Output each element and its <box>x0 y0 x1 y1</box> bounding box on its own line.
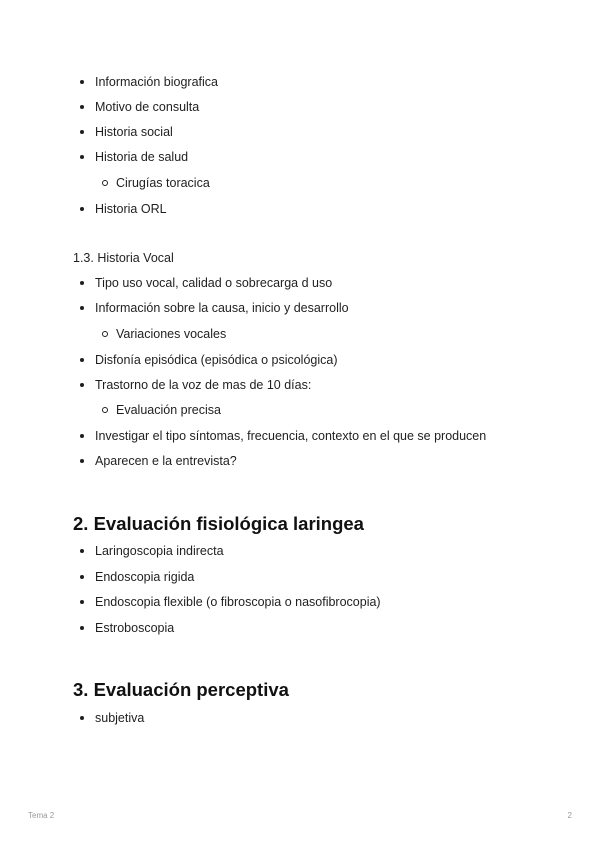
subsection-heading: 1.3. Historia Vocal <box>73 251 174 265</box>
bullet-icon <box>80 358 84 362</box>
list-item-text: Información biografica <box>95 75 218 89</box>
list-item-text: Endoscopia rigida <box>95 570 195 584</box>
bullet-icon <box>80 459 84 463</box>
bullet-icon <box>80 716 84 720</box>
list-item-text: Historia social <box>95 125 173 139</box>
list-item-text: Cirugías toracica <box>116 176 210 190</box>
list-item-text: subjetiva <box>95 711 145 725</box>
section-heading: 2. Evaluación fisiológica laringea <box>73 513 364 534</box>
list-item-text: Información sobre la causa, inicio y desarrollo <box>95 301 349 315</box>
list-item-text: Historia ORL <box>95 202 167 216</box>
bullet-icon <box>80 434 84 438</box>
list-item-text: Estroboscopia <box>95 621 175 635</box>
footer-title: Tema 2 <box>28 811 55 820</box>
circle-bullet-icon <box>102 407 108 413</box>
bullet-icon <box>80 600 84 604</box>
bullet-icon <box>80 281 84 285</box>
bullet-icon <box>80 80 84 84</box>
list-item-text: Variaciones vocales <box>116 327 227 341</box>
bullet-icon <box>80 306 84 310</box>
list-item-text: Endoscopia flexible (o fibroscopia o nasofibrocopia) <box>95 595 381 609</box>
list-item-text: Evaluación precisa <box>116 403 221 417</box>
bullet-icon <box>80 155 84 159</box>
list-item-text: Trastorno de la voz de mas de 10 días: <box>95 378 312 392</box>
bullet-icon <box>80 207 84 211</box>
list-item-text: Investigar el tipo síntomas, frecuencia, contexto en el que se producen <box>95 429 487 443</box>
bullet-icon <box>80 105 84 109</box>
bullet-icon <box>80 549 84 553</box>
bullet-icon <box>80 626 84 630</box>
list-item-text: Disfonía episódica (episódica o psicológica) <box>95 353 338 367</box>
circle-bullet-icon <box>102 180 108 186</box>
list-item-text: Laringoscopia indirecta <box>95 544 224 558</box>
bullet-icon <box>80 575 84 579</box>
page-number: 2 <box>567 811 572 820</box>
bullet-icon <box>80 383 84 387</box>
section-heading: 3. Evaluación perceptiva <box>73 679 289 700</box>
list-item-text: Aparecen e la entrevista? <box>95 454 237 468</box>
list-item-text: Motivo de consulta <box>95 100 200 114</box>
circle-bullet-icon <box>102 331 108 337</box>
bullet-icon <box>80 130 84 134</box>
list-item-text: Tipo uso vocal, calidad o sobrecarga d uso <box>95 276 333 290</box>
list-item-text: Historia de salud <box>95 150 189 164</box>
